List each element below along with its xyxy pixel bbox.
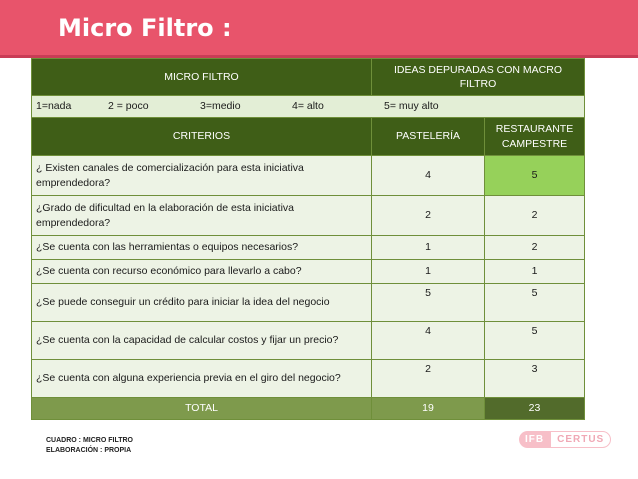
scale-label: 1=nada <box>36 100 72 113</box>
pasteleria-score: 2 <box>372 196 485 236</box>
total-row <box>32 398 585 420</box>
restaurante-score: 5 <box>485 322 585 360</box>
footnote <box>46 436 133 456</box>
table-row <box>32 360 585 398</box>
table-row <box>32 284 585 322</box>
table-row <box>32 260 585 284</box>
criterion-cell: ¿ Existen canales de comercialización para esta iniciativa emprendedora? <box>32 156 372 196</box>
micro-filtro-table <box>31 58 585 420</box>
total-pasteleria: 19 <box>372 398 485 420</box>
header-micro-filtro: MICRO FILTRO <box>32 59 372 96</box>
criterion-cell: ¿Se cuenta con la capacidad de calcular costos y fijar un precio? <box>32 322 372 360</box>
slide-title: Micro Filtro : <box>58 14 232 42</box>
criterion-cell: ¿Se cuenta con recurso económico para llevarlo a cabo? <box>32 260 372 284</box>
restaurante-score: 5 <box>485 284 585 322</box>
criterion-cell: ¿Se cuenta con alguna experiencia previa en el giro del negocio? <box>32 360 372 398</box>
pasteleria-score: 4 <box>372 322 485 360</box>
criterion-cell: ¿Grado de dificultad en la elaboración de esta iniciativa emprendedora? <box>32 196 372 236</box>
table-row <box>32 156 585 196</box>
restaurante-score: 2 <box>485 196 585 236</box>
column-restaurante: RESTAURANTE CAMPESTRE <box>485 118 585 156</box>
scale-label: 3=medio <box>200 100 241 113</box>
table-row <box>32 236 585 260</box>
table-row <box>32 322 585 360</box>
restaurante-score: 1 <box>485 260 585 284</box>
footnote-elaboration: ELABORACIÓN : PROPIA <box>46 447 132 454</box>
pasteleria-score: 1 <box>372 260 485 284</box>
total-label: TOTAL <box>32 398 372 420</box>
restaurante-score: 3 <box>485 360 585 398</box>
criterion-cell: ¿Se cuenta con las herramientas o equipos necesarios? <box>32 236 372 260</box>
pasteleria-score: 4 <box>372 156 485 196</box>
header-bar <box>0 0 638 58</box>
ifb-certus-logo <box>519 429 611 449</box>
pasteleria-score: 1 <box>372 236 485 260</box>
table-row <box>32 196 585 236</box>
logo-certus: CERTUS <box>550 431 611 448</box>
scale-label: 5= muy alto <box>384 100 439 113</box>
pasteleria-score: 5 <box>372 284 485 322</box>
header-ideas-depuradas: IDEAS DEPURADAS CON MACRO FILTRO <box>372 59 585 96</box>
pasteleria-score: 2 <box>372 360 485 398</box>
scale-row <box>32 96 585 118</box>
logo-ifb: IFB <box>519 431 550 448</box>
restaurante-score: 2 <box>485 236 585 260</box>
column-criterios: CRITERIOS <box>32 118 372 156</box>
column-pasteleria: PASTELERÍA <box>372 118 485 156</box>
scale-label: 4= alto <box>292 100 324 113</box>
scale-label: 2 = poco <box>108 100 149 113</box>
total-restaurante: 23 <box>485 398 585 420</box>
restaurante-score: 5 <box>485 156 585 196</box>
footnote-source-table: CUADRO : MICRO FILTRO <box>46 437 133 444</box>
criterion-cell: ¿Se puede conseguir un crédito para iniciar la idea del negocio <box>32 284 372 322</box>
